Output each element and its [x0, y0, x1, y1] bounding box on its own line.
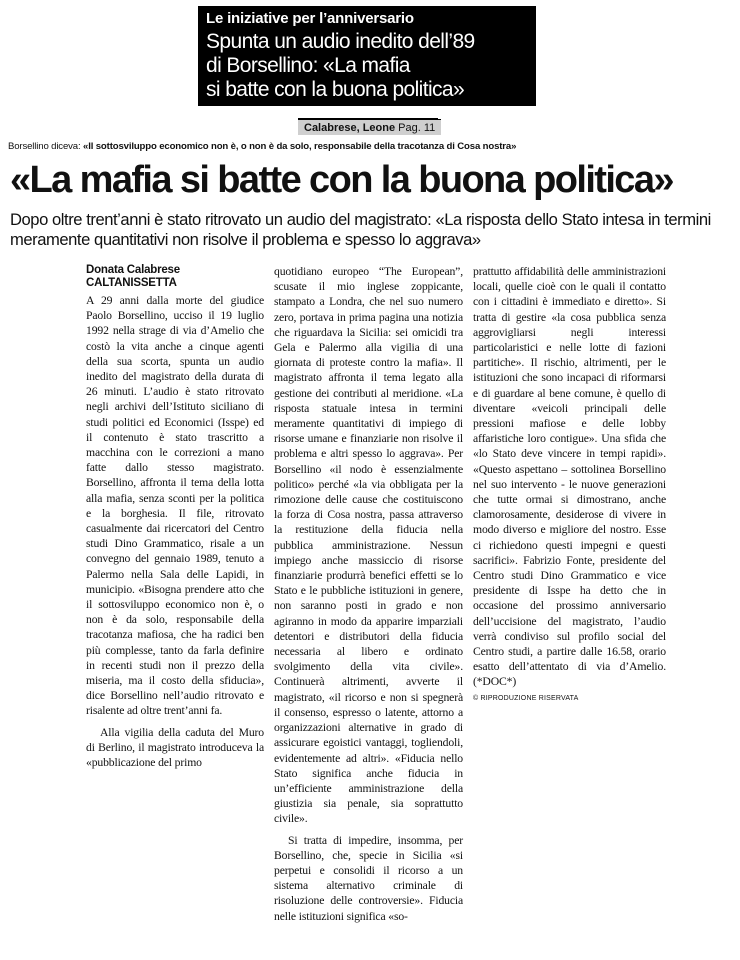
- article-subhead: Dopo oltre trent’anni è stato ritrovato un audio del magistrato: «La risposta dello Stato intesa in termini meramente quantitativi non risolve il problema e spesso lo aggrava»: [10, 210, 711, 249]
- promo-box[interactable]: [198, 6, 536, 106]
- byline-location: CALTANISSETTA: [86, 277, 177, 289]
- reference-authors: Calabrese, Leone: [304, 122, 396, 134]
- promo-kicker: Le iniziative per l’anniversario: [206, 10, 414, 27]
- article-column-1: [86, 264, 264, 770]
- copyright-notice: © RIPRODUZIONE RISERVATA: [473, 694, 579, 702]
- promo-title-line: Spunta un audio inedito dell’89: [206, 30, 475, 53]
- article-paragraph: A 29 anni dalla morte del giudice Paolo Borsellino, ucciso il 19 luglio 1992 nella strage di via d’Amelio che costò la vita anche a cinque agenti della sua scorta, spunta un audio inedito del magistrato della durata di 26 minuti. L’audio è stato ritrovato negli archivi dell’Istituto siciliano di studi politici ed Economici (Isspe) ed il contenuto è stato trascritto a macchina con le correzioni a mano fatte dallo stesso magistrato. Borsellino, affronta il tema della lotta alla mafia, senza sconti per la politica e la borghesia. Il file, ritrovato casualmente dai ricercatori del Centro studi Dino Grammatico, risale a un convegno del gennaio 1989, tenuto a Palermo nella Sala delle Lapidi, in municipio. «Bisogna prendere atto che il sottosviluppo economico non è, o non è da solo, responsabile della tracotanza mafiosa, che ha radici ben più complesse, tanto da farla definire in recenti studi non il prezzo della miseria, ma il costo della sfiducia», dice Borsellino nell’audio ritrovato e risalente ad oltre trent’anni fa.: [86, 294, 264, 718]
- article-headline: «La mafia si batte con la buona politica»: [10, 159, 673, 201]
- kicker-quote: «Il sottosviluppo economico non è, o non è da solo, responsabile della tracotanza di Cosa nostra»: [83, 141, 517, 152]
- page-reference[interactable]: [298, 119, 441, 135]
- reference-page: Pag. 11: [398, 122, 436, 134]
- article-paragraph: prattutto affidabilità delle amministrazioni locali, quelle cioè con le quali il contatto con i cittadini è immediato e diretto». Si tratta di gestire «la cosa pubblica senza aggrovigliarsi negli interessi particolaristici e nelle lotte di fazioni partitiche». Il rischio, altrimenti, per le istituzioni che sono incapaci di riformarsi e di guardare al bene comune, è quello di diventare «veicoli principali delle pressioni mafiose e delle lobby affaristiche loro contigue». Una sfida che «lo Stato deve vincere in tempi rapidi». «Questo aspettano – sottolinea Borsellino nel suo intervento - le nuove generazioni che tutte ormai si dimostrano, anche clamorosamente, desiderose di vivere in modo diverso e migliore del nostro. Esse ci richiedono questi impegni e questi sacrifici». Fabrizio Fonte, presidente del Centro studi Dino Grammatico e vice presidente di Isspe ha detto che in occasione del prossimo anniversario dell’uccisione del magistrato, l’audio verrà condiviso sul profilo social del Centro studi, a partire dalle 16.58, orario esatto dell’attentato di via d’Amelio. (*DOC*): [473, 265, 666, 689]
- article-kicker: [8, 141, 732, 153]
- kicker-lead: Borsellino diceva:: [8, 141, 81, 152]
- article-column-3: [473, 264, 666, 705]
- promo-title-line: si batte con la buona politica»: [206, 78, 465, 101]
- promo-title: [206, 30, 528, 102]
- article-paragraph: quotidiano europeo “The European”, scusate il mio inglese zoppicante, stampato a Londra, che nel suo numero zero, portava in prima pagina una notizia che riguardava la Sicilia: sei omicidi tra Gela e Palermo alla vigilia di una giornata di proteste contro la mafia». Il magistrato affronta il tema legato alla gestione dei contributi al meridione. «La risposta statuale intesa in termini meramente quantitativi di impiego di risorse umane e finanziarie non risolve il problema e altri spesso lo aggrava». Per Borsellino «il nodo è essenzialmente politico» perché «la via obbligata per la rimozione delle cause che costituiscono la forza di Cosa nostra, passa attraverso la restituzione della fiducia nella pubblica amministrazione. Nessun impiego anche massiccio di risorse finanziarie produrrà benefici effetti se lo Stato e le pubbliche istituzioni in genere, non saranno posti in grado e non agiranno in modo da apparire imparziali detentori e distributori della fiducia necessaria al libero e ordinato svolgimento della vita civile». Continuerà altrimenti, avverte il magistrato, «il ricorso e non si spegnerà il consenso, espresso o latente, attorno a organizzazioni alternative in grado di assicurare egoistici vantaggi, togliendoli, evidentemente ad altri». «Fiducia nello Stato significa anche fiducia in un’efficiente amministrazione della giustizia sia penale, sia soprattutto civile».: [274, 265, 463, 826]
- byline-author: Donata Calabrese: [86, 264, 180, 276]
- article-paragraph: Alla vigilia della caduta del Muro di Berlino, il magistrato introduceva la «pubblicazione del primo: [86, 725, 264, 770]
- article-paragraph: Si tratta di impedire, insomma, per Borsellino, che, specie in Sicilia «si perpetui e consolidi il ricorso a un sistema alternativo criminale di risoluzione delle controversie». Fiducia nelle istituzioni significa «so-: [274, 833, 463, 923]
- promo-title-line: di Borsellino: «La mafia: [206, 54, 410, 77]
- article-column-2: [274, 264, 463, 924]
- byline: [86, 264, 264, 290]
